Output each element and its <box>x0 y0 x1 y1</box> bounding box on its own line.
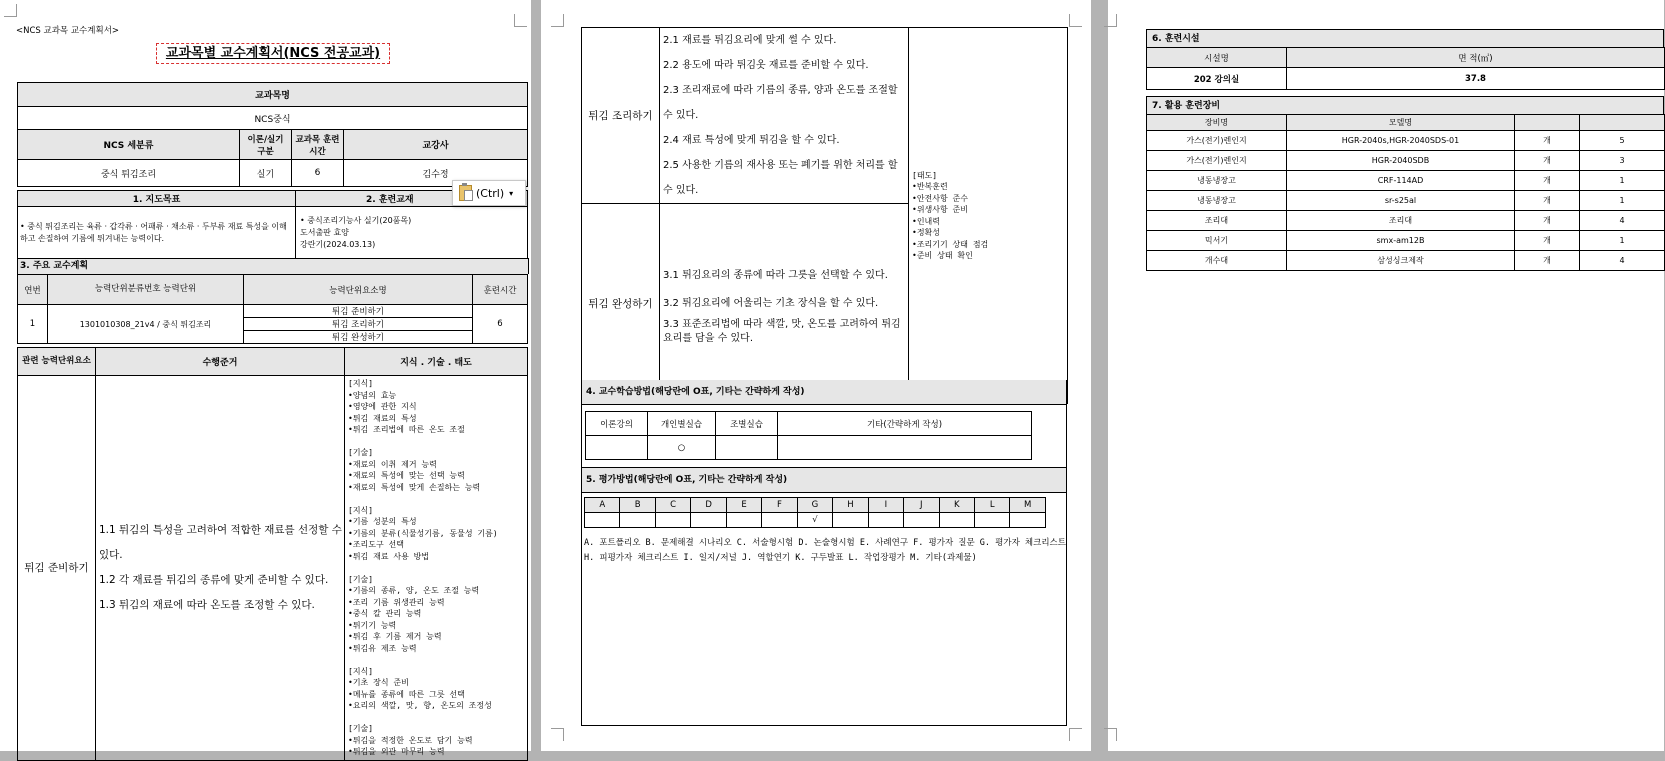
equipment-qty: 3 <box>1580 151 1665 171</box>
method-mark <box>778 436 1032 460</box>
facility-area: 37.8 <box>1287 68 1665 90</box>
doc-title: 교과목별 교수계획서(NCS 전공교과) <box>156 43 390 64</box>
eval-mark <box>833 513 868 528</box>
textbook-line: 강란기(2024.03.13) <box>300 239 376 249</box>
criteria-cell <box>660 204 909 404</box>
training-hours: 6 <box>292 160 344 187</box>
chevron-down-icon: ▾ <box>509 188 514 198</box>
eval-mark <box>868 513 903 528</box>
equipment-header <box>1515 115 1580 131</box>
plan-section-title: 3. 주요 교수계획 <box>17 258 529 274</box>
eval-section-title: 5. 평가방법(해당란에 O표, 기타는 간략하게 작성) <box>582 467 1066 493</box>
detail-header-criteria: 수행준거 <box>96 348 345 376</box>
eval-mark <box>620 513 655 528</box>
criteria-cell <box>96 376 345 761</box>
document-page-3 <box>1108 0 1664 751</box>
facility-name: 202 강의실 <box>1147 68 1287 90</box>
facility-table <box>1146 47 1665 90</box>
eval-letter: J <box>904 498 939 513</box>
equipment-header <box>1580 115 1665 131</box>
criteria-line: 1.1 튀김의 특성을 고려하여 적합한 재료를 선정할 수 있다. <box>99 523 342 561</box>
page-corner-mark <box>1104 14 1117 27</box>
plan-header-unit: 능력단위분류번호 능력단위 <box>48 275 244 305</box>
eval-mark <box>939 513 974 528</box>
method-header: 개인별실습 <box>648 412 716 436</box>
equipment-table <box>1146 114 1665 271</box>
criteria-line: 2.5 사용한 기름의 재사용 또는 폐기를 위한 처리를 할 수 있다. <box>663 160 898 196</box>
methods-table <box>585 411 1032 460</box>
method-mark: ○ <box>648 436 716 460</box>
table-row <box>1147 251 1665 271</box>
equipment-model: HGR-2040s,HGR-2040SDS-01 <box>1287 131 1515 151</box>
equipment-qty: 1 <box>1580 191 1665 211</box>
element-name: 튀김 준비하기 <box>18 376 96 761</box>
equipment-section-title: 7. 활용 훈련장비 <box>1146 96 1664 114</box>
facility-header: 시설명 <box>1147 48 1287 68</box>
table-row <box>1147 211 1665 231</box>
eval-letter: A <box>585 498 620 513</box>
eval-letter: I <box>868 498 903 513</box>
eval-mark: √ <box>797 513 832 528</box>
equipment-name: 가스(전기)렌인지 <box>1147 131 1287 151</box>
plan-header-no: 연번 <box>18 275 48 305</box>
goal-text: • 중식 튀김조리는 육류 · 갑각류 · 어패류 · 채소류 · 두부류 재료 특성을 이해하고 손질하여 기름에 튀겨내는 능력이다. <box>18 207 296 259</box>
detail-header-ksa: 지식 . 기술 . 태도 <box>345 348 528 376</box>
equipment-name: 냉동냉장고 <box>1147 171 1287 191</box>
plan-table <box>17 274 528 344</box>
facility-section-title: 6. 훈련시설 <box>1146 29 1664 47</box>
eval-letter: D <box>691 498 726 513</box>
eval-legend-line: H. 피평가자 체크리스트 I. 일지/저널 J. 역할연기 K. 구두발표 L. 작업장평가 M. 기타(과제물) <box>584 553 977 563</box>
page-corner-mark <box>514 14 527 27</box>
equipment-model: 삼성싱크제작 <box>1287 251 1515 271</box>
equipment-model: 조리대 <box>1287 211 1515 231</box>
equipment-model: smx-am12B <box>1287 231 1515 251</box>
method-mark <box>586 436 648 460</box>
equipment-qty: 4 <box>1580 211 1665 231</box>
method-mark <box>716 436 778 460</box>
eval-letter: L <box>974 498 1009 513</box>
eval-mark <box>1010 513 1046 528</box>
equipment-header: 모델명 <box>1287 115 1515 131</box>
equipment-name: 조리대 <box>1147 211 1287 231</box>
textbook-line: 도서출판 효양 <box>300 227 349 237</box>
clipboard-icon <box>459 185 472 201</box>
criteria-line: 1.3 튀김의 재료에 따라 온도를 조정할 수 있다. <box>99 598 315 611</box>
element-name: 튀김 조리하기 <box>582 28 660 204</box>
course-info-table <box>17 82 528 187</box>
criteria-line: 2.3 조리재료에 따라 기름의 종류, 양과 온도를 조절할 수 있다. <box>663 85 898 121</box>
plan-element: 튀김 조리하기 <box>244 318 473 331</box>
paste-options-button[interactable] <box>452 180 526 206</box>
equipment-model: sr-s25al <box>1287 191 1515 211</box>
eval-letter: C <box>655 498 690 513</box>
page-corner-mark <box>551 728 564 741</box>
criteria-cell <box>660 28 909 204</box>
eval-legend-line: A. 포트폴리오 B. 문제해결 시나리오 C. 서술형시험 D. 논술형시험 E. 사례연구 F. 평가자 질문 G. 평가자 체크리스트 <box>584 538 1066 548</box>
eval-letter: M <box>1010 498 1046 513</box>
eval-letter: K <box>939 498 974 513</box>
theory-practice-label: 이론/실기 구분 <box>240 130 292 160</box>
instructor-label: 교강사 <box>344 130 528 160</box>
equipment-unit: 개 <box>1515 171 1580 191</box>
equipment-name: 믹서기 <box>1147 231 1287 251</box>
equipment-qty: 1 <box>1580 171 1665 191</box>
eval-legend <box>584 536 1066 566</box>
attitude-text: [태도] •반복훈련 •안전사항 준수 •위생사항 준비 •인내력 •정확성 •조리기기 상태 점검 •준비 상태 확인 <box>909 28 1068 404</box>
textbook-cell <box>296 207 528 259</box>
page-corner-mark <box>1104 728 1117 741</box>
methods-eval-frame <box>581 380 1067 726</box>
training-hours-label: 교과목 훈련시간 <box>292 130 344 160</box>
equipment-qty: 4 <box>1580 251 1665 271</box>
criteria-line: 3.3 표준조리법에 따라 색깔, 맛, 온도를 고려하여 튀김요리를 담을 수 있다. <box>663 318 901 344</box>
course-name: NCS중식 <box>18 107 528 130</box>
table-row <box>1147 171 1665 191</box>
eval-mark <box>691 513 726 528</box>
page-corner-mark <box>551 14 564 27</box>
criteria-line: 2.4 재료 특성에 맞게 튀김을 할 수 있다. <box>663 135 840 146</box>
criteria-line: 1.2 각 재료를 튀김의 종류에 맞게 준비할 수 있다. <box>99 573 329 586</box>
equipment-model: HGR-2040SDB <box>1287 151 1515 171</box>
eval-letter: E <box>726 498 761 513</box>
equipment-unit: 개 <box>1515 191 1580 211</box>
equipment-unit: 개 <box>1515 251 1580 271</box>
plan-header-hours: 훈련시간 <box>473 275 528 305</box>
method-header: 이론강의 <box>586 412 648 436</box>
equipment-qty: 5 <box>1580 131 1665 151</box>
ncs-sub: 중식 튀김조리 <box>18 160 240 187</box>
plan-unit: 1301010308_21v4 / 중식 튀김조리 <box>48 305 244 344</box>
equipment-model: CRF-114AD <box>1287 171 1515 191</box>
eval-mark <box>904 513 939 528</box>
table-row <box>1147 231 1665 251</box>
equipment-qty: 1 <box>1580 231 1665 251</box>
document-page-2 <box>541 0 1091 751</box>
equipment-name: 냉동냉장고 <box>1147 191 1287 211</box>
textbook-title: 2. 훈련교재 <box>296 191 528 207</box>
equipment-unit: 개 <box>1515 231 1580 251</box>
eval-letter: G <box>797 498 832 513</box>
eval-mark <box>762 513 797 528</box>
eval-mark <box>726 513 761 528</box>
detail-header-element: 관련 능력단위요소 <box>18 348 96 376</box>
eval-letter: B <box>620 498 655 513</box>
page-corner-mark <box>4 4 17 17</box>
equipment-name: 개수대 <box>1147 251 1287 271</box>
element-name: 튀김 완성하기 <box>582 204 660 404</box>
methods-section-title: 4. 교수학습방법(해당란에 O표, 기타는 간략하게 작성) <box>582 380 1066 405</box>
page-corner-mark <box>1069 14 1082 27</box>
plan-no: 1 <box>18 305 48 344</box>
criteria-line: 2.1 재료를 튀김요리에 맞게 썰 수 있다. <box>663 35 837 46</box>
plan-element: 튀김 준비하기 <box>244 305 473 318</box>
equipment-unit: 개 <box>1515 131 1580 151</box>
plan-element: 튀김 완성하기 <box>244 331 473 344</box>
plan-hours: 6 <box>473 305 528 344</box>
course-name-label: 교과목명 <box>18 83 528 107</box>
facility-header: 면 적(㎡) <box>1287 48 1665 68</box>
method-header: 기타(간략하게 작성) <box>778 412 1032 436</box>
method-header: 조별실습 <box>716 412 778 436</box>
eval-letter: H <box>833 498 868 513</box>
document-page-1 <box>0 0 531 756</box>
theory-practice: 실기 <box>240 160 292 187</box>
plan-header-element: 능력단위요소명 <box>244 275 473 305</box>
criteria-line: 2.2 용도에 따라 튀김옷 재료를 준비할 수 있다. <box>663 60 869 71</box>
header-note: <NCS 교과목 교수계획서> <box>16 26 120 36</box>
criteria-line: 3.2 튀김요리에 어울리는 기초 장식을 할 수 있다. <box>663 297 879 309</box>
table-row <box>1147 151 1665 171</box>
equipment-header: 장비명 <box>1147 115 1287 131</box>
page-corner-mark <box>1069 728 1082 741</box>
table-row <box>1147 191 1665 211</box>
equipment-name: 가스(전기)렌인지 <box>1147 151 1287 171</box>
goal-title: 1. 지도목표 <box>18 191 296 207</box>
ksa-text: [지식] •양념의 효능 •영양에 관한 지식 •튀김 재료의 특성 •튀김 조리법에 따른 온도 조절 [기술] •재료의 이취 제거 능력 •재료의 특성에 맞는 선택 능력 •재료의 특성에 맞게 손질하는 능력 [지식] •기름 성분의 특성 •기름의 분류(식물성기름, 동물성 기름) •조리도구 선택 •튀김 재료 사용 방법 [기술] •기름의 종류, 양, 온도 조절 능력 •조리 기름 위생관리 능력 •중식 칼 관리 능력 •튀기기 능력 •튀김 후 기름 제거 능력 •튀김유 제조 능력 [지식] •기초 장식 준비 •메뉴를 종류에 따른 그릇 선택 •요리의 색깔, 맛, 향, 온도의 조정성 [기술] •튀김을 적정한 온도로 담기 능력 •튀김을 외관 마무리 능력 <box>345 376 528 761</box>
instructor: 김수정 <box>344 160 528 187</box>
detail-table <box>17 347 528 761</box>
equipment-unit: 개 <box>1515 151 1580 171</box>
eval-mark <box>655 513 690 528</box>
ncs-sub-label: NCS 세분류 <box>18 130 240 160</box>
equipment-unit: 개 <box>1515 211 1580 231</box>
table-row <box>1147 131 1665 151</box>
criteria-line: 3.1 튀김요리의 종류에 따라 그릇을 선택할 수 있다. <box>663 269 888 281</box>
eval-letter: F <box>762 498 797 513</box>
textbook-line: • 중식조리기능사 실기(20품목) <box>300 215 412 225</box>
paste-options-label: (Ctrl) <box>476 186 505 200</box>
eval-mark <box>974 513 1009 528</box>
eval-table <box>584 497 1046 528</box>
eval-mark <box>585 513 620 528</box>
detail-table-continued <box>581 27 1068 404</box>
